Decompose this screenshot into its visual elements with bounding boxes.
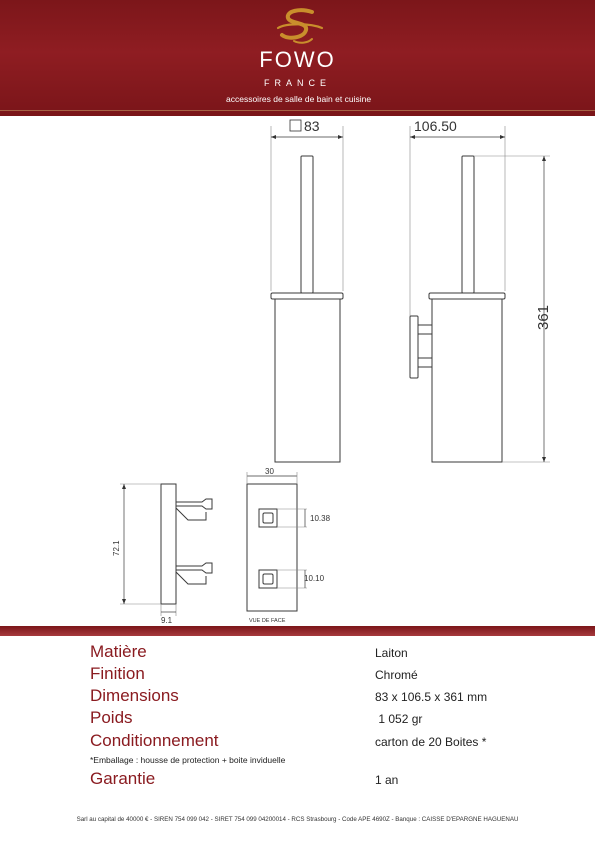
- specs-band: [0, 626, 595, 636]
- face-view: [247, 472, 307, 611]
- front-view: [271, 126, 343, 462]
- lower-screw-label: 10.10: [304, 574, 325, 583]
- spec-label-finition: Finition: [90, 664, 145, 683]
- bracket-height-label: 72.1: [112, 540, 121, 556]
- spec-label-garantie: Garantie: [90, 769, 156, 788]
- brand-tagline: accessoires de salle de bain et cuisine: [226, 94, 372, 104]
- fowo-logo-icon: [272, 8, 326, 46]
- brand-name: FOWO: [259, 47, 336, 72]
- spec-value-dimensions: 83 x 106.5 x 361 mm: [375, 690, 488, 704]
- side-depth-label: 106.50: [414, 118, 457, 134]
- spec-value-garantie: 1 an: [375, 773, 399, 787]
- spec-value-finition: Chromé: [375, 668, 418, 682]
- technical-drawing: [0, 116, 595, 626]
- square-symbol-icon: [290, 120, 301, 131]
- spec-label-matiere: Matière: [90, 642, 147, 661]
- spec-label-conditionnement: Conditionnement: [90, 731, 219, 750]
- bracket-depth-label: 9.1: [161, 616, 173, 625]
- upper-screw-label: 10.38: [310, 514, 331, 523]
- spec-label-poids: Poids: [90, 708, 133, 727]
- brand-country: FRANCE: [263, 78, 331, 88]
- height-label: 361: [535, 304, 552, 330]
- header-band: [0, 0, 595, 116]
- header-divider: [0, 110, 595, 111]
- company-legal-footer: Sarl au capital de 40000 € - SIREN 754 099 042 - SIRET 754 099 04200014 - RCS Strasbourg - Code APE 4690Z - Banque : CAISSE D'EPARGNE HAGUENAU: [76, 816, 519, 823]
- spec-value-poids: 1 052 gr: [375, 712, 423, 726]
- front-width-label: 83: [304, 118, 320, 134]
- bracket-side-detail: [120, 484, 212, 616]
- spec-value-matiere: Laiton: [375, 646, 408, 660]
- side-view: [410, 126, 550, 462]
- spec-label-dimensions: Dimensions: [90, 686, 179, 705]
- spec-value-conditionnement: carton de 20 Boites *: [375, 735, 487, 749]
- plate-width-label: 30: [265, 467, 274, 476]
- packaging-note: *Emballage : housse de protection + boite inviduelle: [90, 755, 286, 765]
- specifications: [0, 636, 595, 842]
- face-view-caption: VUE DE FACE: [249, 618, 286, 624]
